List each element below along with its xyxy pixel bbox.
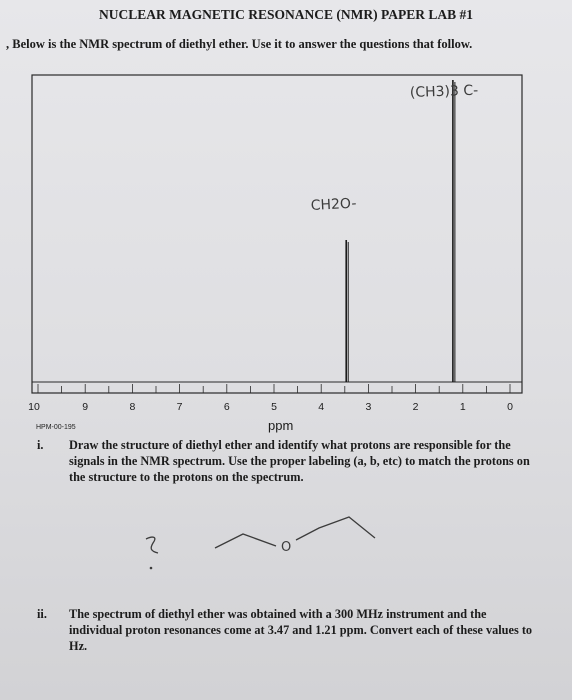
pencil-dot [150, 567, 153, 570]
margin-mark [146, 537, 158, 553]
tick-label: 3 [365, 401, 372, 413]
tick-label: 6 [223, 401, 230, 413]
annotation-ch3: (CH3)3 C- [409, 82, 479, 101]
ether-oxygen-label: O [281, 540, 292, 555]
question-text: The spectrum of diethyl ether was obtained with a 300 MHz instrument and the individual proton resonances come at 3.47 and 1.21 ppm. Convert each of these values to Hz. [69, 607, 533, 653]
ether-structure-left [215, 534, 276, 548]
question-text: Draw the structure of diethyl ether and identify what protons are responsible for the signals in the NMR spectrum. Use the proper labeling (a, b, etc) to match the protons on the structure to the protons on the spectrum. [69, 438, 530, 484]
tick-label: 8 [129, 401, 136, 413]
x-axis-label: ppm [268, 418, 294, 433]
tick-label: 7 [176, 401, 183, 413]
tick-label: 10 [28, 401, 40, 413]
spectrum-frame [32, 75, 522, 393]
spectrum-peaks [346, 80, 455, 382]
intro-text: , Below is the NMR spectrum of diethyl ether. Use it to answer the questions that follow. [6, 37, 473, 51]
tick-label: 1 [459, 401, 466, 413]
instrument-code: HPM-00-195 [36, 424, 76, 431]
tick-label: 0 [507, 401, 513, 413]
tick-labels [28, 401, 513, 413]
annotation-ch2: CH2O- [310, 195, 357, 214]
tick-label: 4 [318, 401, 325, 413]
page-title: NUCLEAR MAGNETIC RESONANCE (NMR) PAPER LAB #1 [98, 7, 473, 22]
tick-label: 9 [82, 401, 89, 413]
tick-label: 5 [271, 401, 277, 413]
ether-structure-right [296, 517, 375, 540]
intro-sentence: Below is the NMR spectrum of diethyl ether. Use it to answer the questions that follow. [12, 37, 473, 51]
question-number: ii. [37, 607, 47, 621]
tick-marks [32, 382, 522, 393]
question-number: i. [37, 438, 44, 452]
tick-label: 2 [412, 401, 419, 413]
